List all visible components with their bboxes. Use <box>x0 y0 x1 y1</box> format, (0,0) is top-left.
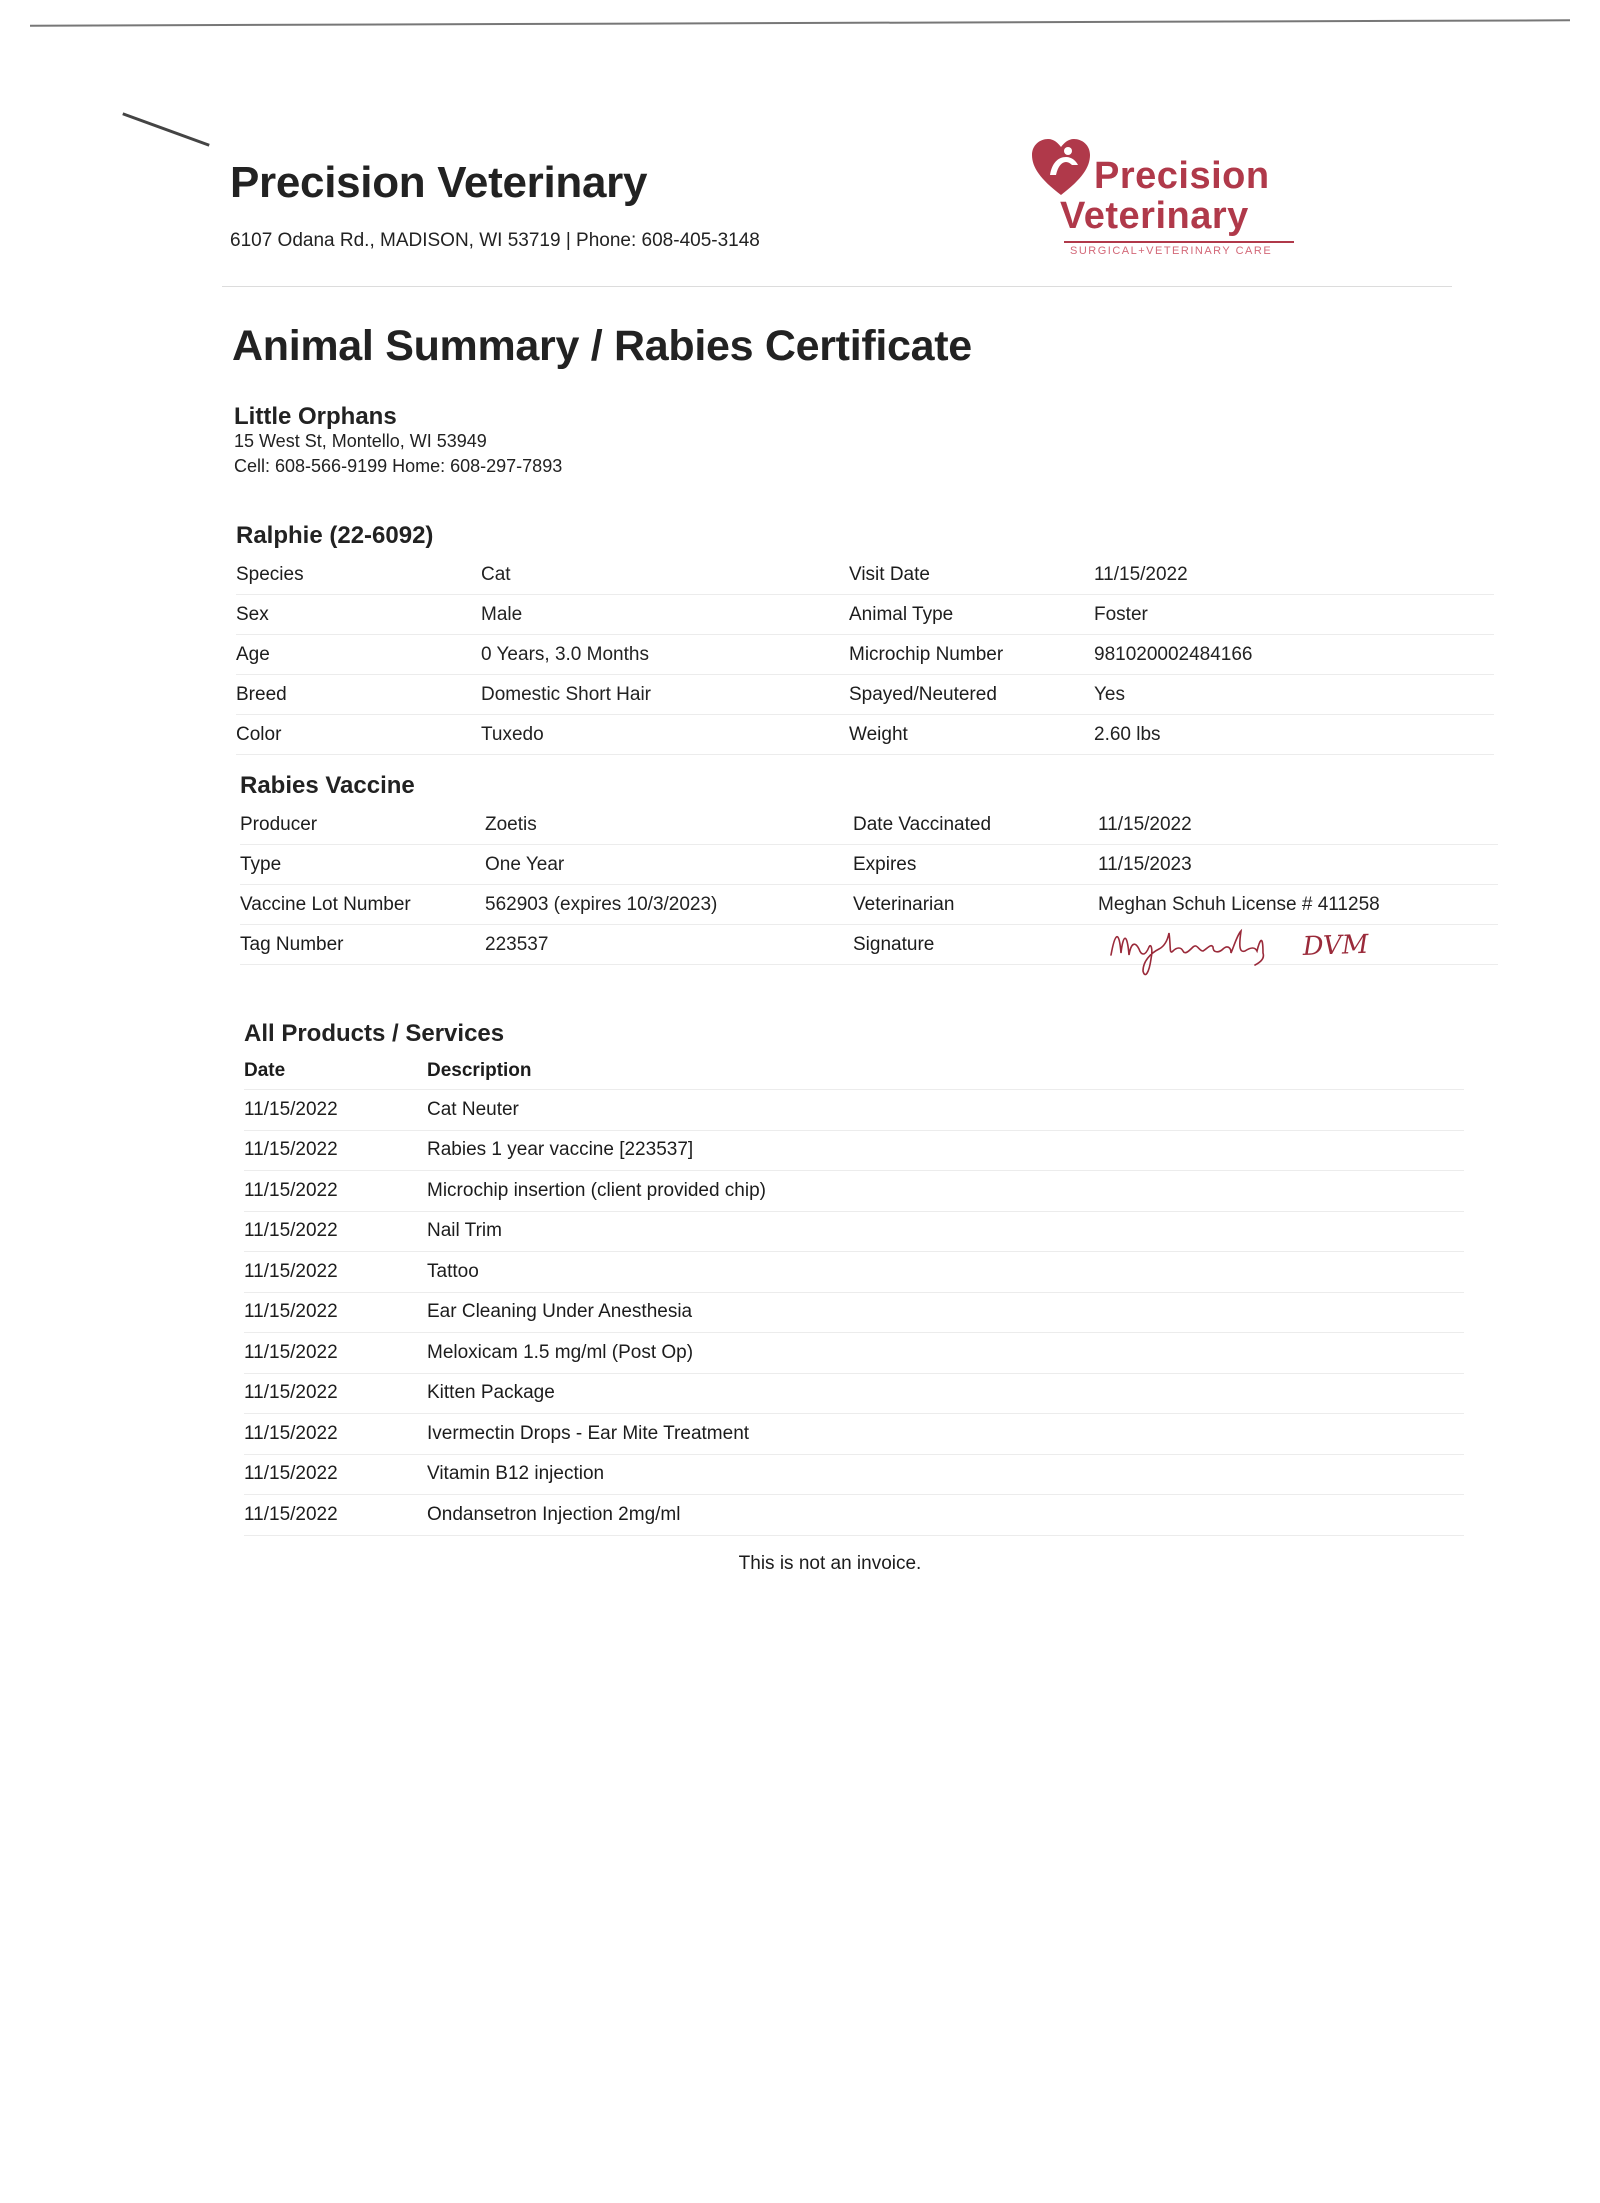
producer-label: Producer <box>240 805 485 845</box>
date-vaccinated-label: Date Vaccinated <box>853 805 1098 845</box>
animal-type-label: Animal Type <box>849 595 1094 635</box>
table-row <box>244 1333 1464 1374</box>
clinic-address: 6107 Odana Rd., MADISON, WI 53719 | Phone: 608-405-3148 <box>230 230 760 251</box>
column-header-date: Date <box>244 1053 427 1090</box>
row-date: 11/15/2022 <box>244 1495 427 1536</box>
row-description: Kitten Package <box>427 1374 1464 1415</box>
row-date: 11/15/2022 <box>244 1293 427 1334</box>
logo-text-veterinary: Veterinary <box>1060 195 1249 237</box>
row-date: 11/15/2022 <box>244 1131 427 1172</box>
breed-value: Domestic Short Hair <box>481 675 849 715</box>
sex-value: Male <box>481 595 849 635</box>
color-value: Tuxedo <box>481 715 849 755</box>
clinic-header <box>230 158 760 252</box>
animal-type-value: Foster <box>1094 595 1494 635</box>
header-divider <box>222 286 1452 287</box>
visit-date-label: Visit Date <box>849 555 1094 595</box>
row-description: Vitamin B12 injection <box>427 1455 1464 1496</box>
table-row <box>244 1495 1464 1536</box>
table-row <box>244 1374 1464 1415</box>
spayed-neutered-value: Yes <box>1094 675 1494 715</box>
scan-pen-mark <box>122 112 209 146</box>
microchip-label: Microchip Number <box>849 635 1094 675</box>
logo-tagline: SURGICAL+VETERINARY CARE <box>1070 245 1273 257</box>
lot-number-label: Vaccine Lot Number <box>240 885 485 925</box>
producer-value: Zoetis <box>485 805 853 845</box>
row-date: 11/15/2022 <box>244 1414 427 1455</box>
veterinarian-value: Meghan Schuh License # 411258 <box>1098 885 1498 925</box>
page-title: Animal Summary / Rabies Certificate <box>232 322 972 370</box>
row-date: 11/15/2022 <box>244 1171 427 1212</box>
row-date: 11/15/2022 <box>244 1455 427 1496</box>
animal-details-table <box>236 555 1494 755</box>
weight-label: Weight <box>849 715 1094 755</box>
clinic-logo <box>1028 135 1308 261</box>
row-date: 11/15/2022 <box>244 1374 427 1415</box>
table-row <box>244 1171 1464 1212</box>
animal-section <box>236 522 1494 755</box>
sex-label: Sex <box>236 595 481 635</box>
table-row <box>244 1414 1464 1455</box>
animal-heading: Ralphie (22-6092) <box>236 522 434 549</box>
row-description: Meloxicam 1.5 mg/ml (Post Op) <box>427 1333 1464 1374</box>
client-address: 15 West St, Montello, WI 53949 <box>234 431 487 451</box>
tag-number-value: 223537 <box>485 925 853 965</box>
table-row <box>244 1455 1464 1496</box>
color-label: Color <box>236 715 481 755</box>
microchip-value: 981020002484166 <box>1094 635 1494 675</box>
species-value: Cat <box>481 555 849 595</box>
rabies-heading: Rabies Vaccine <box>240 772 415 799</box>
row-date: 11/15/2022 <box>244 1252 427 1293</box>
row-date: 11/15/2022 <box>244 1333 427 1374</box>
client-phones: Cell: 608-566-9199 Home: 608-297-7893 <box>234 456 563 476</box>
age-value: 0 Years, 3.0 Months <box>481 635 849 675</box>
products-heading: All Products / Services <box>244 1020 505 1047</box>
clinic-name: Precision Veterinary <box>230 158 648 207</box>
footer-note: This is not an invoice. <box>738 1553 922 1574</box>
table-row <box>244 1293 1464 1334</box>
client-name: Little Orphans <box>234 403 397 430</box>
column-header-description: Description <box>427 1053 1464 1090</box>
veterinarian-signature <box>1105 913 1385 988</box>
breed-label: Breed <box>236 675 481 715</box>
row-description: Ivermectin Drops - Ear Mite Treatment <box>427 1414 1464 1455</box>
table-row <box>244 1252 1464 1293</box>
age-label: Age <box>236 635 481 675</box>
veterinarian-label: Veterinarian <box>853 885 1098 925</box>
table-row <box>244 1090 1464 1131</box>
client-block <box>234 404 562 479</box>
logo-text-precision: Precision <box>1094 155 1270 197</box>
row-description: Microchip insertion (client provided chip) <box>427 1171 1464 1212</box>
products-table-header <box>244 1053 1464 1090</box>
species-label: Species <box>236 555 481 595</box>
date-vaccinated-value: 11/15/2022 <box>1098 805 1498 845</box>
svg-text:DVM: DVM <box>1302 929 1370 962</box>
signature-label: Signature <box>853 925 1098 965</box>
spayed-neutered-label: Spayed/Neutered <box>849 675 1094 715</box>
row-description: Cat Neuter <box>427 1090 1464 1131</box>
vaccine-type-label: Type <box>240 845 485 885</box>
expires-label: Expires <box>853 845 1098 885</box>
scan-edge-line <box>30 19 1570 26</box>
row-description: Ondansetron Injection 2mg/ml <box>427 1495 1464 1536</box>
row-date: 11/15/2022 <box>244 1090 427 1131</box>
row-description: Nail Trim <box>427 1212 1464 1253</box>
weight-value: 2.60 lbs <box>1094 715 1494 755</box>
expires-value: 11/15/2023 <box>1098 845 1498 885</box>
vaccine-type-value: One Year <box>485 845 853 885</box>
visit-date-value: 11/15/2022 <box>1094 555 1494 595</box>
tag-number-label: Tag Number <box>240 925 485 965</box>
table-row <box>244 1131 1464 1172</box>
row-description: Ear Cleaning Under Anesthesia <box>427 1293 1464 1334</box>
table-row <box>244 1212 1464 1253</box>
heart-paw-logo-icon <box>1028 135 1094 201</box>
row-description: Tattoo <box>427 1252 1464 1293</box>
signature-scribble <box>1105 913 1385 983</box>
products-section <box>244 1020 1464 1536</box>
row-date: 11/15/2022 <box>244 1212 427 1253</box>
row-description: Rabies 1 year vaccine [223537] <box>427 1131 1464 1172</box>
logo-rule <box>1064 241 1294 243</box>
products-table <box>244 1053 1464 1536</box>
lot-number-value: 562903 (expires 10/3/2023) <box>485 885 853 925</box>
